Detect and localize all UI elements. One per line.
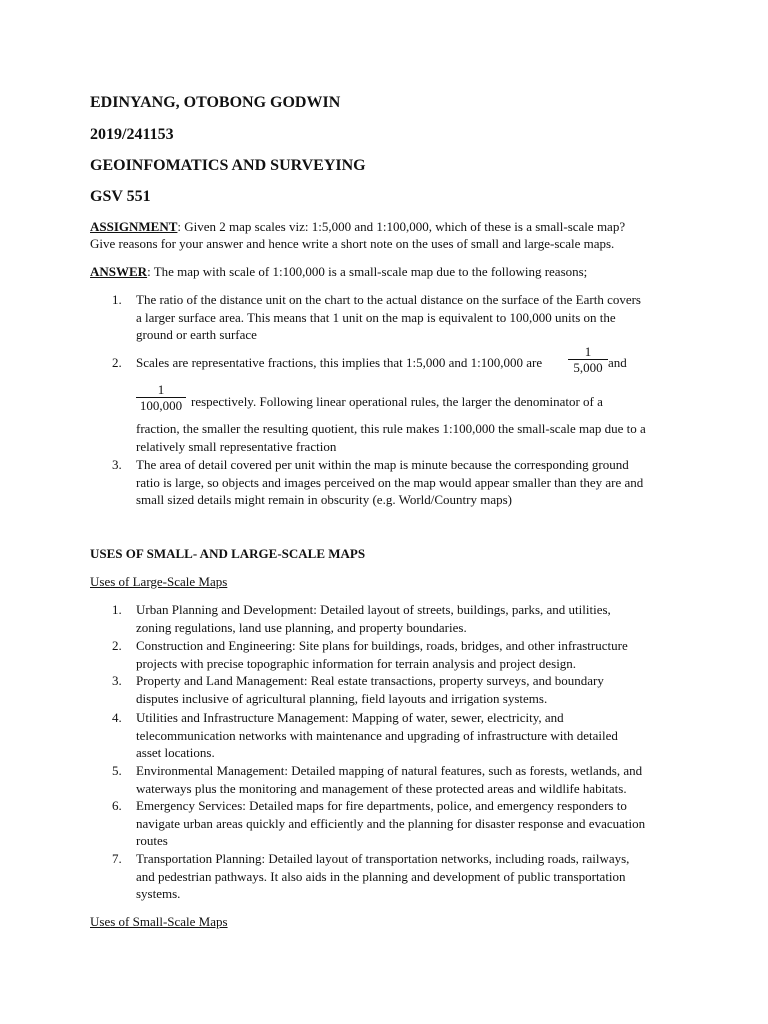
answer-label: ANSWER (90, 264, 148, 279)
large-item-1-line-2: zoning regulations, land use planning, and property boundaries. (136, 619, 467, 635)
large-item-3-number: 3. (112, 673, 122, 688)
large-item-7-number: 7. (112, 851, 122, 866)
reason-2-number: 2. (112, 355, 122, 370)
fraction-1-denominator: 5,000 (573, 360, 603, 375)
reason-1-line-1: The ratio of the distance unit on the chart to the actual distance on the surface of the Earth covers (136, 292, 641, 307)
large-item-2-line-1: Construction and Engineering: Site plans for buildings, roads, bridges, and other infrastructure (136, 638, 628, 653)
fraction-2-numerator: 1 (157, 382, 165, 397)
fraction-1-100000 (136, 382, 186, 413)
large-item-3-line-2: disputes inclusive of agricultural planning, field layouts and irrigation systems. (136, 690, 548, 706)
large-item-6-number: 6. (112, 798, 122, 813)
reason-3-line-1: The area of detail covered per unit within the map is minute because the corresponding ground (136, 457, 629, 472)
large-item-7-line-3: systems. (136, 886, 181, 901)
large-item-5-line-2: waterways plus the monitoring and management of these protected areas and wildlife habitats. (136, 780, 627, 796)
large-item-6-line-3: routes (136, 833, 168, 848)
student-id: 2019/241153 (90, 126, 174, 143)
fraction-1-numerator: 1 (584, 344, 592, 359)
fraction-2-denominator: 100,000 (139, 398, 183, 413)
answer-line (90, 263, 587, 281)
large-item-2-number: 2. (112, 638, 122, 653)
large-item-6-line-2: navigate urban areas quickly and efficiently and the planning for disaster response and evacuation (136, 815, 646, 831)
department: GEOINFOMATICS AND SURVEYING (90, 157, 366, 174)
course-code: GSV 551 (90, 188, 151, 205)
large-item-1-line-1: Urban Planning and Development: Detailed layout of streets, buildings, parks, and utilities, (136, 602, 611, 617)
fraction-1-5000 (568, 344, 608, 375)
assignment-line-2: Give reasons for your answer and hence write a short note on the uses of small and large-scale maps. (90, 236, 615, 251)
reason-2-line-1: Scales are representative fractions, this implies that 1:5,000 and 1:100,000 are (136, 355, 543, 370)
large-item-5-number: 5. (112, 763, 122, 778)
large-item-5-line-1: Environmental Management: Detailed mapping of natural features, such as forests, wetlands, and (136, 763, 643, 778)
large-item-7-line-2: and pedestrian pathways. It also aids in the planning and development of public transportation (136, 868, 626, 884)
reason-3-line-3: small sized details might remain in obscurity (e.g. World/Country maps) (136, 492, 513, 507)
assignment-line-1 (90, 218, 625, 236)
reason-2-line-4: relatively small representative fraction (136, 438, 337, 454)
reason-1-number: 1. (112, 292, 122, 307)
large-item-4-line-3: asset locations. (136, 745, 215, 760)
large-item-4-line-2: telecommunication networks with maintenance and upgrading of infrastructure with detailed (136, 727, 618, 743)
uses-heading: USES OF SMALL- AND LARGE-SCALE MAPS (90, 546, 366, 561)
reason-3-number: 3. (112, 457, 122, 472)
reason-2-line-3: fraction, the smaller the resulting quotient, this rule makes 1:100,000 the small-scale map due to a (136, 421, 646, 436)
reason-1-line-2: a larger surface area. This means that 1 unit on the map is equivalent to 100,000 units on the (136, 309, 616, 325)
large-item-4-number: 4. (112, 710, 122, 725)
large-item-6-line-1: Emergency Services: Detailed maps for fire departments, police, and emergency responders to (136, 798, 627, 813)
reason-2-and: and (608, 355, 627, 370)
reason-2-line-2: respectively. Following linear operational rules, the larger the denominator of a (191, 394, 603, 409)
assignment-label: ASSIGNMENT (90, 219, 178, 234)
large-item-7-line-1: Transportation Planning: Detailed layout of transportation networks, including roads, railways, (136, 851, 630, 866)
large-item-2-line-2: projects with precise topographic information for terrain analysis and project design. (136, 655, 577, 671)
reason-3-line-2: ratio is large, so objects and images perceived on the map would appear smaller than they are and (136, 474, 644, 490)
large-item-4-line-1: Utilities and Infrastructure Management: Mapping of water, sewer, electricity, and (136, 710, 564, 725)
student-name: EDINYANG, OTOBONG GODWIN (90, 94, 341, 111)
large-item-1-number: 1. (112, 602, 122, 617)
answer-text: : The map with scale of 1:100,000 is a small-scale map due to the following reasons; (147, 264, 588, 279)
large-scale-heading: Uses of Large-Scale Maps (90, 574, 228, 589)
large-item-3-line-1: Property and Land Management: Real estate transactions, property surveys, and boundary (136, 673, 604, 688)
assignment-text: : Given 2 map scales viz: 1:5,000 and 1:100,000, which of these is a small-scale map? (177, 219, 626, 234)
small-scale-heading: Uses of Small-Scale Maps (90, 914, 228, 929)
reason-1-line-3: ground or earth surface (136, 327, 257, 342)
